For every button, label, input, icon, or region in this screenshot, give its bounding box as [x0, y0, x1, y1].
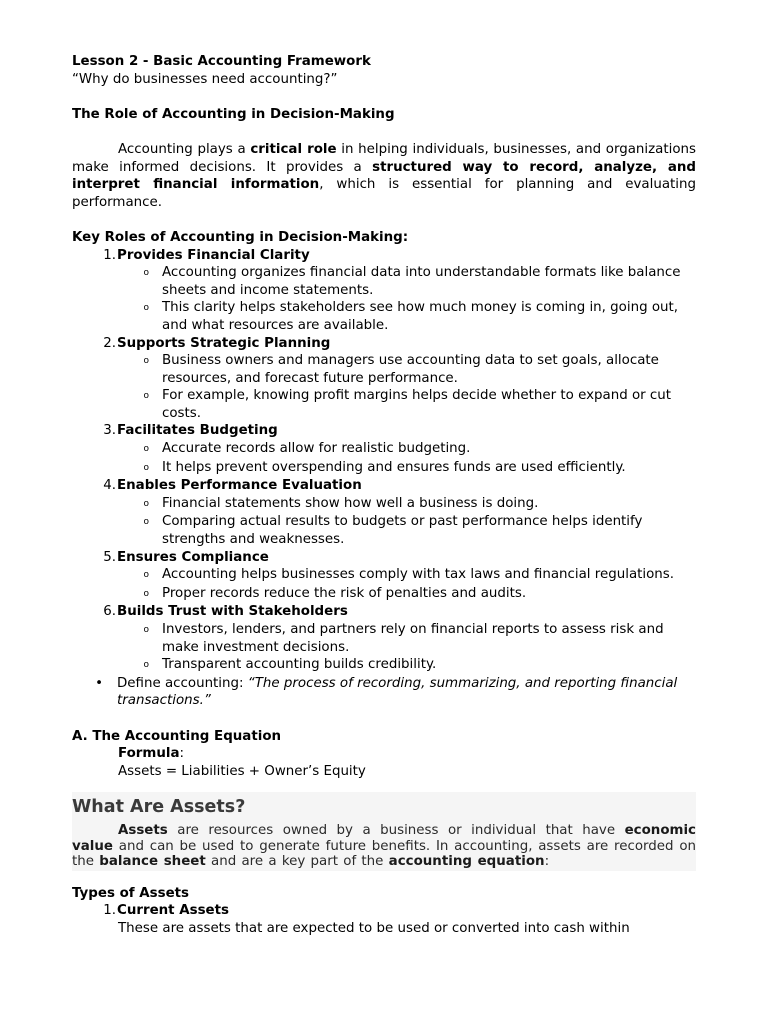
- assets-bold-3: balance sheet: [99, 854, 206, 870]
- role-title: Provides Financial Clarity: [117, 247, 310, 263]
- role-point: [72, 459, 696, 478]
- equation-heading: A. The Accounting Equation: [72, 728, 282, 744]
- role-point-text: Accurate records allow for realistic budgeting.: [162, 441, 471, 457]
- role-number: 1.: [103, 247, 116, 263]
- define-label: Define accounting:: [117, 675, 248, 691]
- lesson-question: “Why do businesses need accounting?”: [72, 71, 338, 87]
- assets-text-3: and are a key part of the: [205, 854, 389, 870]
- intro-text-2: in helping individuals, businesses, and organizations make informed decisions. It provides a: [72, 141, 696, 175]
- assets-bold-4: accounting equation: [388, 854, 545, 870]
- role-point-text: Business owners and managers use accounting data to set goals, allocate resources, and forecast future performance.: [162, 353, 659, 386]
- role-title: Builds Trust with Stakeholders: [117, 604, 348, 620]
- role-item: [72, 247, 696, 335]
- role-item: [72, 422, 696, 477]
- role-item: [72, 477, 696, 548]
- role-point-text: Accounting organizes financial data into understandable formats like balance sheets and income statements.: [162, 265, 681, 298]
- intro-paragraph: [72, 141, 696, 211]
- intro-text-3: , which is essential for planning and evaluating performance.: [72, 177, 696, 210]
- role-point-text: For example, knowing profit margins helps decide whether to expand or cut costs.: [162, 388, 672, 421]
- circle-bullet-icon: o: [143, 268, 149, 279]
- section-title: The Role of Accounting in Decision-Making: [72, 106, 395, 122]
- role-point: [72, 352, 696, 387]
- types-of-assets-heading: Types of Assets: [72, 885, 190, 901]
- role-title: Supports Strategic Planning: [117, 335, 331, 351]
- role-number: 6.: [103, 604, 116, 620]
- role-title: Ensures Compliance: [117, 549, 269, 565]
- role-point-text: Comparing actual results to budgets or past performance helps identify strengths and weaknesses.: [162, 514, 643, 548]
- circle-bullet-icon: o: [143, 444, 149, 455]
- role-item: [72, 549, 696, 604]
- circle-bullet-icon: o: [143, 517, 149, 528]
- circle-bullet-icon: o: [143, 462, 149, 473]
- formula-label: Formula: [118, 746, 180, 762]
- circle-bullet-icon: o: [143, 391, 149, 402]
- assets-text-1: are resources owned by a business or individual that have: [167, 823, 625, 839]
- role-point-text: Investors, lenders, and partners rely on financial reports to assess risk and make investment decisions.: [162, 622, 664, 655]
- lesson-title: Lesson 2 - Basic Accounting Framework: [72, 54, 371, 69]
- role-point-text: It helps prevent overspending and ensures funds are used efficiently.: [162, 459, 626, 475]
- role-point: [72, 264, 696, 299]
- role-point: [72, 656, 696, 675]
- role-number: 5.: [103, 549, 116, 565]
- assets-heading: What Are Assets?: [72, 797, 246, 818]
- role-point: [72, 387, 696, 422]
- role-point-text: Transparent accounting builds credibility.: [162, 657, 437, 673]
- role-item: [72, 603, 696, 674]
- current-assets-title: Current Assets: [117, 903, 230, 919]
- role-point: [72, 513, 696, 548]
- intro-text-1: Accounting plays a: [118, 141, 251, 157]
- intro-bold-2: structured way to record, analyze, and interpret financial information: [72, 159, 696, 193]
- key-roles-list: [72, 247, 696, 675]
- circle-bullet-icon: o: [143, 498, 149, 509]
- role-number: 4.: [103, 478, 116, 494]
- formula-colon: :: [179, 746, 185, 762]
- role-number: 2.: [103, 335, 116, 351]
- role-item: [72, 335, 696, 423]
- role-title: Facilitates Budgeting: [117, 423, 278, 439]
- assets-callout: [72, 792, 696, 870]
- circle-bullet-icon: o: [143, 588, 149, 599]
- formula-label-line: [72, 745, 696, 763]
- role-point: [72, 440, 696, 459]
- define-accounting-item: [72, 675, 696, 710]
- role-point: [72, 566, 696, 585]
- role-point-text: Proper records reduce the risk of penalties and audits.: [162, 585, 527, 601]
- assets-text-2: and can be used to generate future benefits. In accounting, assets are recorded on the: [72, 838, 696, 870]
- role-point: [72, 621, 696, 656]
- define-quote: “The process of recording, summarizing, and reporting financial transactions.”: [117, 675, 678, 709]
- types-number: 1.: [103, 903, 116, 919]
- role-point: [72, 495, 696, 514]
- role-title: Enables Performance Evaluation: [117, 478, 362, 494]
- role-point: [72, 299, 696, 334]
- role-point: [72, 585, 696, 604]
- assets-bold-1: Assets: [118, 823, 168, 839]
- current-assets-item: [72, 902, 696, 920]
- role-point-text: Accounting helps businesses comply with tax laws and financial regulations.: [162, 567, 675, 583]
- assets-paragraph: [72, 823, 696, 869]
- key-roles-heading: Key Roles of Accounting in Decision-Making:: [72, 229, 409, 245]
- circle-bullet-icon: o: [143, 660, 149, 671]
- intro-bold-1: critical role: [250, 141, 337, 157]
- circle-bullet-icon: o: [143, 303, 149, 314]
- bullet-dot-icon: •: [95, 675, 103, 691]
- current-assets-text: These are assets that are expected to be used or converted into cash within: [118, 920, 630, 936]
- role-point-text: This clarity helps stakeholders see how much money is coming in, going out, and what resources are available.: [162, 300, 679, 333]
- circle-bullet-icon: o: [143, 570, 149, 581]
- assets-bold-2: economic value: [72, 823, 696, 854]
- role-point-text: Financial statements show how well a business is doing.: [162, 495, 539, 511]
- circle-bullet-icon: o: [143, 625, 149, 635]
- circle-bullet-icon: o: [143, 356, 149, 367]
- assets-text-4: :: [544, 854, 550, 870]
- accounting-equation: Assets = Liabilities + Owner’s Equity: [118, 763, 366, 779]
- role-number: 3.: [103, 423, 116, 439]
